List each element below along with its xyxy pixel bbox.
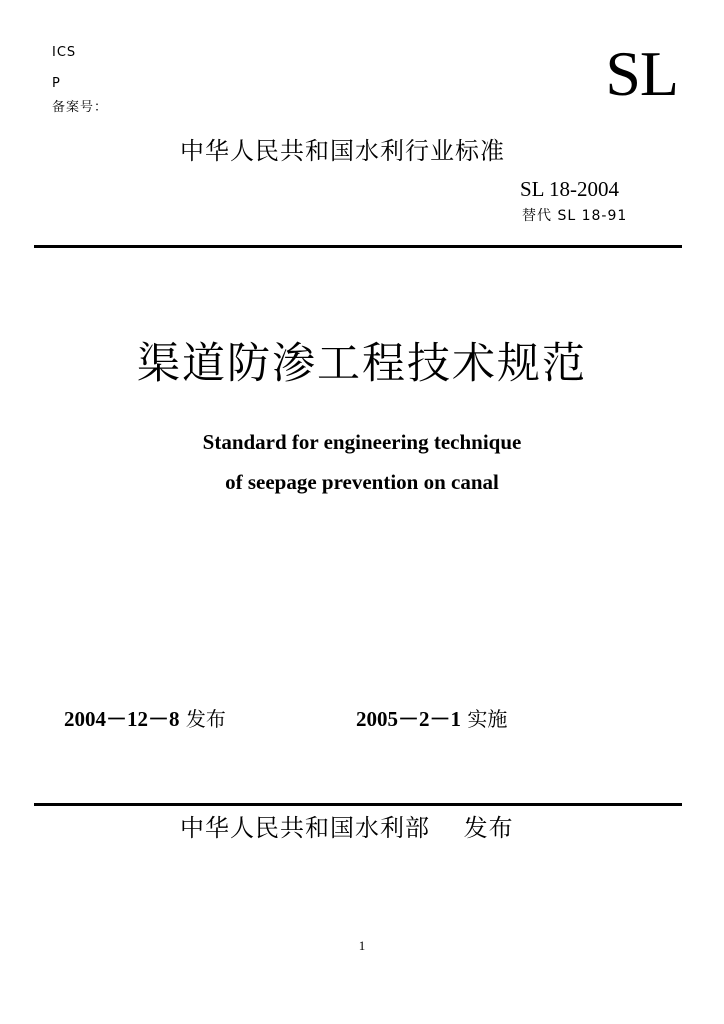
document-title-english-line-2: of seepage prevention on canal [225,470,499,494]
classification-label: P [52,76,61,91]
standard-number: SL 18-2004 [520,177,619,201]
implementation-date-value: 2005－2－1 [356,707,461,731]
implementation-date [356,705,507,733]
issue-date [64,705,226,733]
document-title-chinese: 渠道防渗工程技术规范 [137,339,587,389]
top-divider [34,245,682,248]
replaces-standard: 替代 SL 18-91 [522,208,628,224]
standard-type-heading: 中华人民共和国水利行业标准 [180,137,505,165]
document-title-english-line-1: Standard for engineering technique [202,430,522,454]
page-number: 1 [358,938,366,953]
issuing-authority: 中华人民共和国水利部 发布 [180,814,514,842]
filing-number-label: 备案号： [52,100,109,115]
issue-date-label: 发布 [179,707,226,731]
implementation-date-label: 实施 [461,707,508,731]
bottom-divider [34,803,682,806]
ics-label: ICS [52,45,77,60]
issue-date-value: 2004－12－8 [64,707,180,731]
sl-logo: SL [605,38,678,109]
